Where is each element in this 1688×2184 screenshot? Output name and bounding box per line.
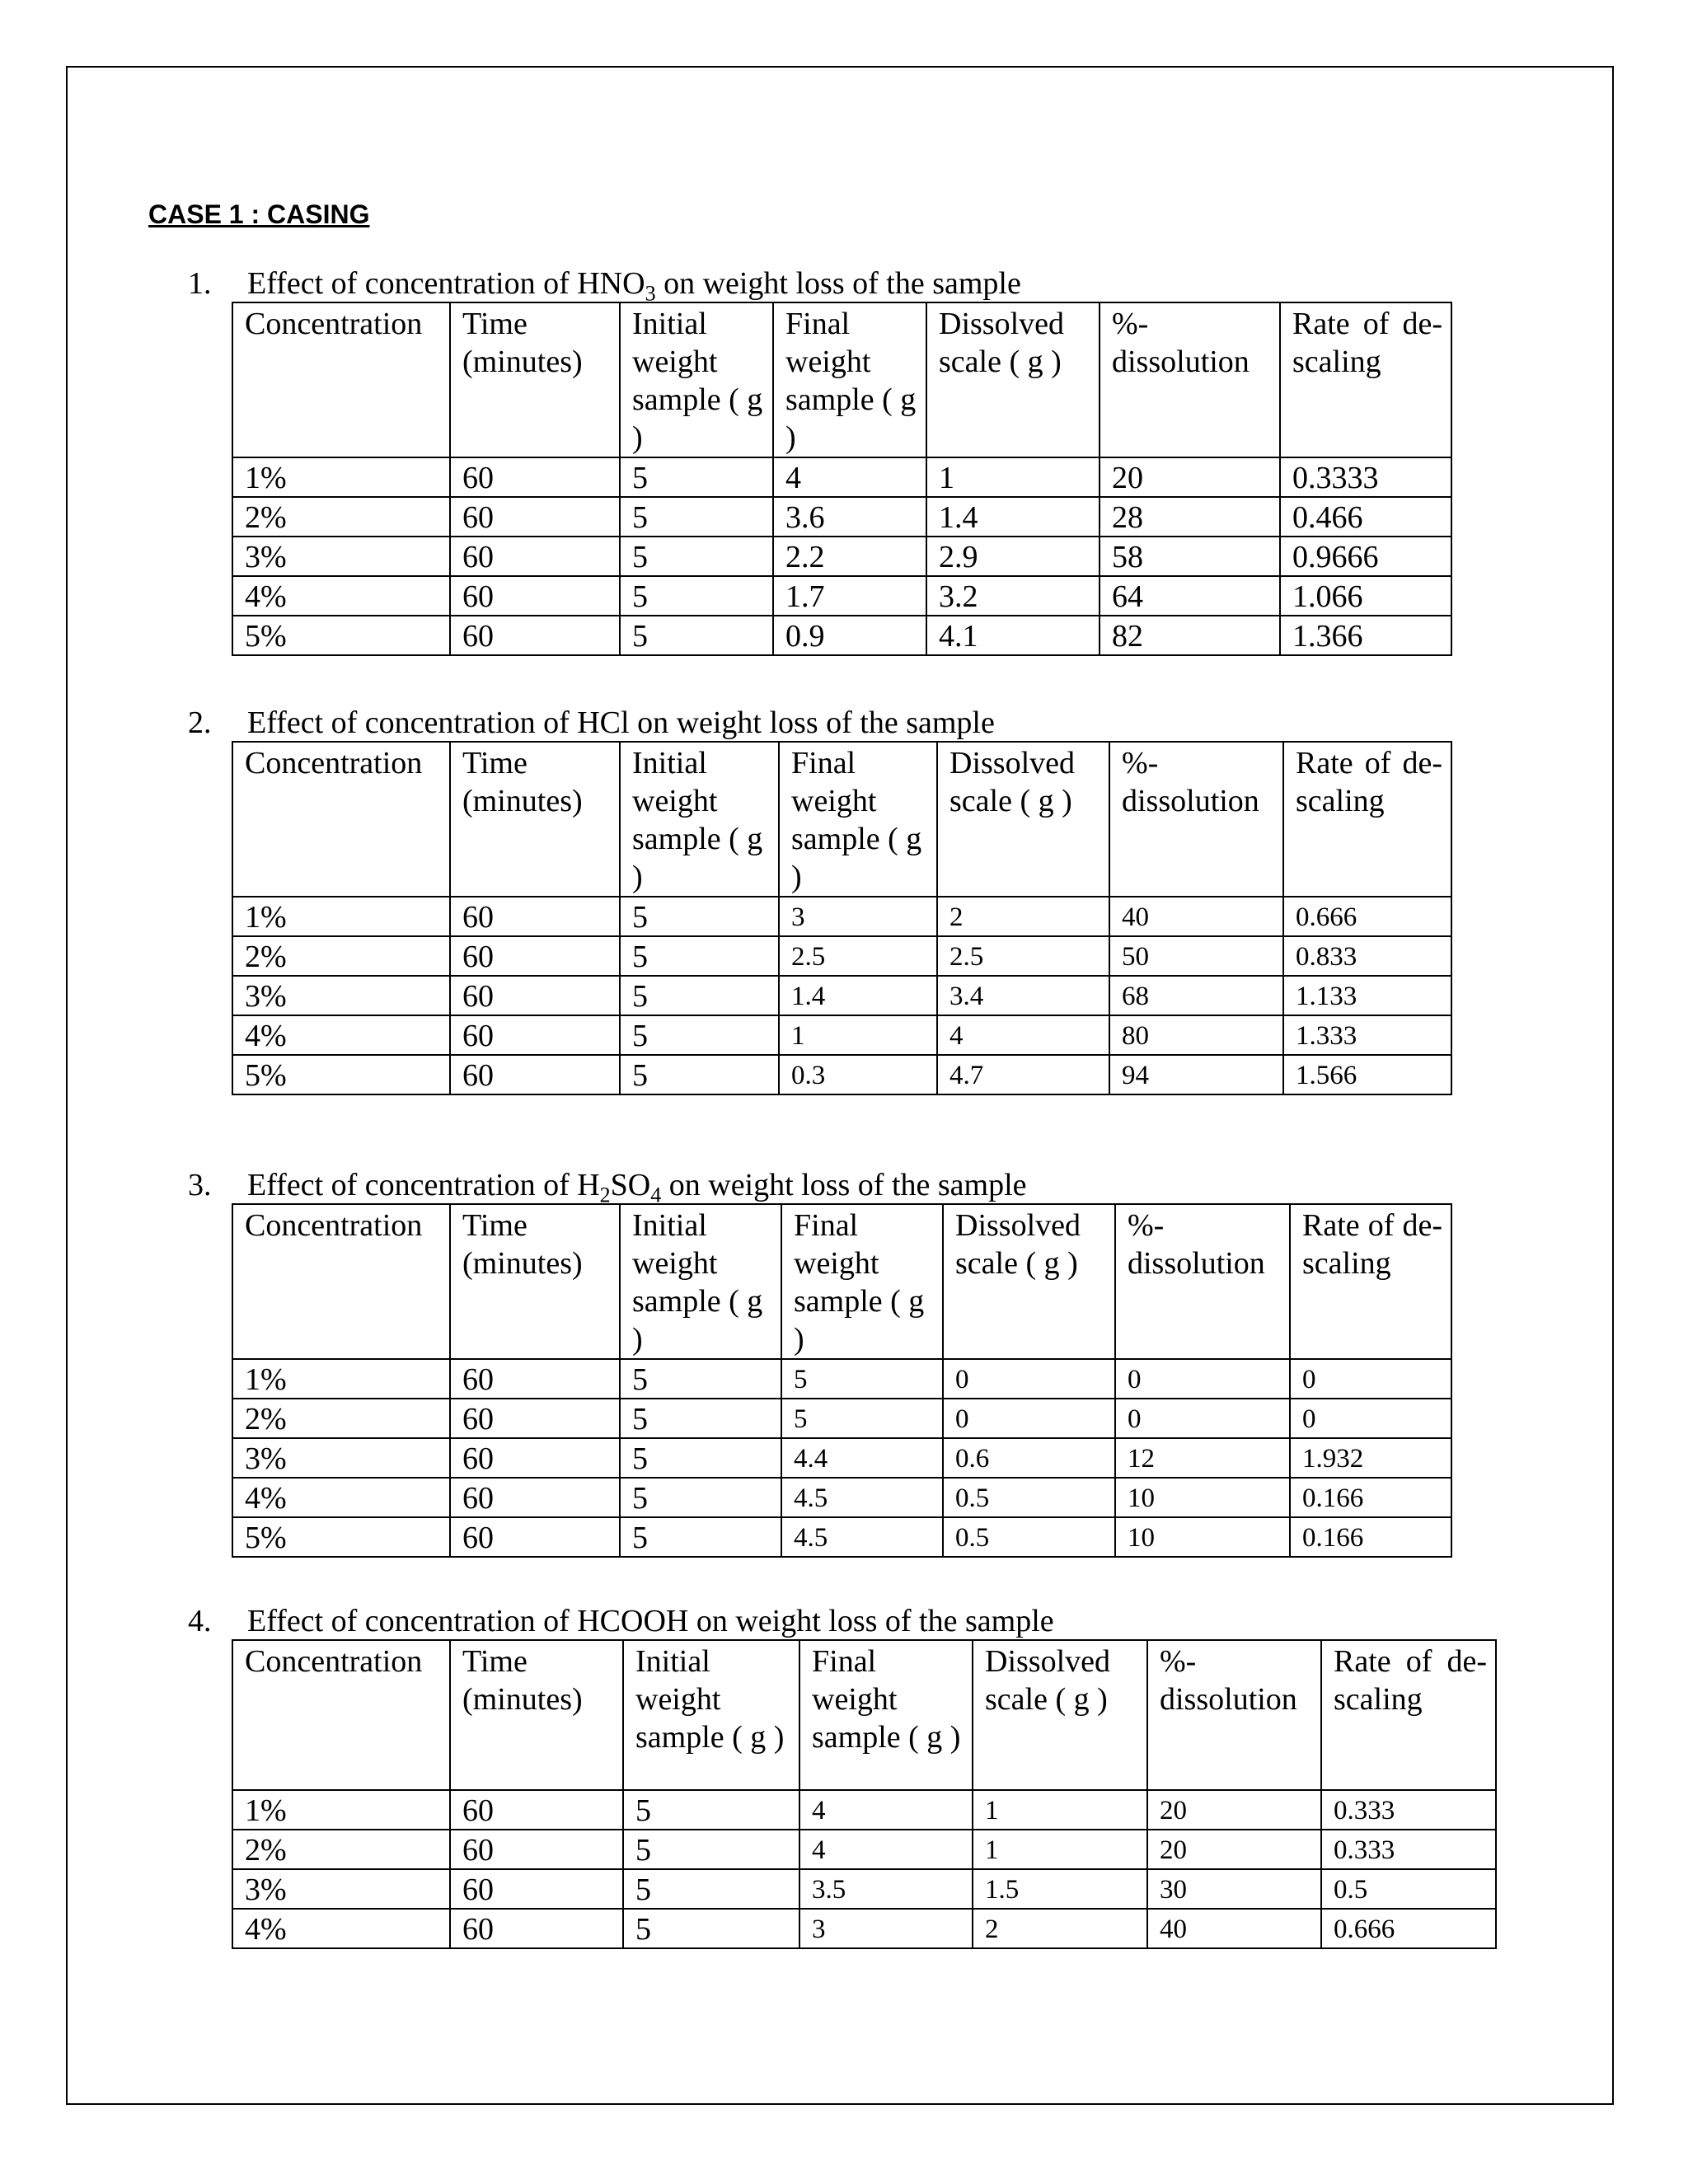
cell-dissolved-scale: 4.1 xyxy=(926,616,1100,655)
section-number: 2. xyxy=(188,705,212,740)
data-table xyxy=(232,1639,1497,1949)
header-concentration: Concentration xyxy=(232,1204,450,1359)
cell-final-weight: 3 xyxy=(799,1909,973,1948)
cell-percent-dissolution: 40 xyxy=(1147,1909,1321,1948)
cell-percent-dissolution: 20 xyxy=(1147,1830,1321,1869)
cell-final-weight: 4 xyxy=(799,1790,973,1830)
cell-time: 60 xyxy=(450,1790,623,1830)
cell-time: 60 xyxy=(450,537,620,576)
table-header-row xyxy=(232,1640,1496,1790)
header-initial-weight: Initial weight sample ( g ) xyxy=(620,302,773,457)
cell-time: 60 xyxy=(450,1869,623,1909)
cell-time: 60 xyxy=(450,936,620,976)
table-body xyxy=(232,1359,1451,1557)
section-title: Effect of concentration of $H_2SO_4$ on weight loss of the sample xyxy=(247,1168,1027,1207)
cell-final-weight: 1.4 xyxy=(779,976,937,1015)
cell-concentration: 1% xyxy=(232,1790,450,1830)
cell-final-weight: 0.3 xyxy=(779,1055,937,1094)
header-percent-dissolution: %-dissolution xyxy=(1115,1204,1290,1359)
cell-concentration: 4% xyxy=(232,1015,450,1055)
cell-percent-dissolution: 80 xyxy=(1109,1015,1283,1055)
header-time: Time (minutes) xyxy=(450,1204,620,1359)
table-row xyxy=(232,897,1451,936)
cell-initial-weight: 5 xyxy=(620,1359,781,1399)
header-initial-weight: Initial weight sample ( g ) xyxy=(620,742,779,897)
section-number: 1. xyxy=(188,266,212,301)
table-row xyxy=(232,1399,1451,1438)
cell-initial-weight: 5 xyxy=(620,1399,781,1438)
table-body xyxy=(232,897,1451,1094)
cell-concentration: 1% xyxy=(232,897,450,936)
header-dissolved-scale: Dissolved scale ( g ) xyxy=(943,1204,1115,1359)
cell-rate-of-descaling: 1.932 xyxy=(1290,1438,1451,1478)
cell-time: 60 xyxy=(450,1517,620,1557)
table-row xyxy=(232,576,1451,616)
cell-final-weight: 3.5 xyxy=(799,1869,973,1909)
table-row xyxy=(232,976,1451,1015)
header-final-weight: Final weight sample ( g ) xyxy=(779,742,937,897)
cell-time: 60 xyxy=(450,1359,620,1399)
header-final-weight: Final weight sample ( g ) xyxy=(799,1640,973,1790)
header-concentration: Concentration xyxy=(232,1640,450,1790)
header-rate-of-descaling: Rate of de-scaling xyxy=(1321,1640,1496,1790)
cell-percent-dissolution: 58 xyxy=(1100,537,1280,576)
cell-final-weight: 4.4 xyxy=(781,1438,943,1478)
cell-time: 60 xyxy=(450,616,620,655)
header-rate-of-descaling: Rate of de-scaling xyxy=(1290,1204,1451,1359)
cell-final-weight: 4.5 xyxy=(781,1517,943,1557)
cell-rate-of-descaling: 0.333 xyxy=(1321,1790,1496,1830)
cell-dissolved-scale: 2.9 xyxy=(926,537,1100,576)
cell-rate-of-descaling: 0.3333 xyxy=(1280,457,1451,497)
cell-initial-weight: 5 xyxy=(620,537,773,576)
cell-time: 60 xyxy=(450,1830,623,1869)
cell-percent-dissolution: 30 xyxy=(1147,1869,1321,1909)
header-dissolved-scale: Dissolved scale ( g ) xyxy=(926,302,1100,457)
header-percent-dissolution: %-dissolution xyxy=(1109,742,1283,897)
cell-rate-of-descaling: 0.333 xyxy=(1321,1830,1496,1869)
cell-initial-weight: 5 xyxy=(620,976,779,1015)
cell-dissolved-scale: 2 xyxy=(973,1909,1147,1948)
cell-final-weight: 1.7 xyxy=(773,576,926,616)
cell-initial-weight: 5 xyxy=(620,897,779,936)
cell-time: 60 xyxy=(450,457,620,497)
table-row xyxy=(232,1517,1451,1557)
header-concentration: Concentration xyxy=(232,742,450,897)
header-time: Time (minutes) xyxy=(450,1640,623,1790)
table-row xyxy=(232,537,1451,576)
cell-dissolved-scale: 0 xyxy=(943,1359,1115,1399)
cell-time: 60 xyxy=(450,1055,620,1094)
section-title: Effect of concentration of $HNO_3$ on weight loss of the sample xyxy=(247,266,1021,306)
cell-rate-of-descaling: 1.333 xyxy=(1283,1015,1451,1055)
table-body xyxy=(232,457,1451,655)
cell-dissolved-scale: 1 xyxy=(926,457,1100,497)
cell-concentration: 3% xyxy=(232,537,450,576)
cell-rate-of-descaling: 0.833 xyxy=(1283,936,1451,976)
section-hcl xyxy=(188,705,1442,1095)
cell-rate-of-descaling: 0.5 xyxy=(1321,1869,1496,1909)
cell-final-weight: 4 xyxy=(799,1830,973,1869)
cell-rate-of-descaling: 0.9666 xyxy=(1280,537,1451,576)
table-row xyxy=(232,497,1451,537)
table-body xyxy=(232,1790,1496,1948)
cell-percent-dissolution: 94 xyxy=(1109,1055,1283,1094)
cell-concentration: 4% xyxy=(232,1909,450,1948)
cell-rate-of-descaling: 0 xyxy=(1290,1399,1451,1438)
cell-initial-weight: 5 xyxy=(620,576,773,616)
cell-initial-weight: 5 xyxy=(623,1790,799,1830)
cell-dissolved-scale: 3.2 xyxy=(926,576,1100,616)
cell-initial-weight: 5 xyxy=(620,616,773,655)
cell-percent-dissolution: 10 xyxy=(1115,1517,1290,1557)
cell-final-weight: 4 xyxy=(773,457,926,497)
section-hno3 xyxy=(188,265,1442,656)
cell-percent-dissolution: 20 xyxy=(1147,1790,1321,1830)
cell-percent-dissolution: 10 xyxy=(1115,1478,1290,1517)
cell-dissolved-scale: 0.5 xyxy=(943,1478,1115,1517)
cell-final-weight: 3.6 xyxy=(773,497,926,537)
cell-initial-weight: 5 xyxy=(620,1015,779,1055)
cell-concentration: 5% xyxy=(232,1055,450,1094)
header-initial-weight: Initial weight sample ( g ) xyxy=(620,1204,781,1359)
cell-concentration: 5% xyxy=(232,616,450,655)
table-row xyxy=(232,1830,1496,1869)
cell-rate-of-descaling: 0 xyxy=(1290,1359,1451,1399)
cell-dissolved-scale: 2.5 xyxy=(937,936,1109,976)
cell-rate-of-descaling: 1.066 xyxy=(1280,576,1451,616)
table-header-row xyxy=(232,742,1451,897)
header-concentration: Concentration xyxy=(232,302,450,457)
cell-time: 60 xyxy=(450,1909,623,1948)
table-row xyxy=(232,936,1451,976)
section-heading xyxy=(188,1603,1453,1639)
cell-initial-weight: 5 xyxy=(620,1517,781,1557)
cell-concentration: 4% xyxy=(232,576,450,616)
table-row xyxy=(232,1478,1451,1517)
cell-initial-weight: 5 xyxy=(623,1830,799,1869)
table-row xyxy=(232,1359,1451,1399)
header-final-weight: Final weight sample ( g ) xyxy=(773,302,926,457)
header-time: Time (minutes) xyxy=(450,742,620,897)
cell-percent-dissolution: 82 xyxy=(1100,616,1280,655)
header-rate-of-descaling: Rate of de-scaling xyxy=(1280,302,1451,457)
section-heading xyxy=(188,705,1409,741)
cell-time: 60 xyxy=(450,1015,620,1055)
cell-final-weight: 2.2 xyxy=(773,537,926,576)
header-time: Time (minutes) xyxy=(450,302,620,457)
cell-percent-dissolution: 12 xyxy=(1115,1438,1290,1478)
table-row xyxy=(232,457,1451,497)
header-initial-weight: Initial weight sample ( g ) xyxy=(623,1640,799,1790)
cell-final-weight: 1 xyxy=(779,1015,937,1055)
cell-dissolved-scale: 3.4 xyxy=(937,976,1109,1015)
cell-dissolved-scale: 1.5 xyxy=(973,1869,1147,1909)
cell-initial-weight: 5 xyxy=(620,1055,779,1094)
data-table xyxy=(232,741,1452,1095)
cell-concentration: 1% xyxy=(232,1359,450,1399)
data-table xyxy=(232,1203,1452,1558)
cell-time: 60 xyxy=(450,1399,620,1438)
cell-dissolved-scale: 0 xyxy=(943,1399,1115,1438)
table-header-row xyxy=(232,302,1451,457)
section-title: Effect of concentration of HCl on weight loss of the sample xyxy=(247,705,995,740)
header-dissolved-scale: Dissolved scale ( g ) xyxy=(973,1640,1147,1790)
cell-dissolved-scale: 0.5 xyxy=(943,1517,1115,1557)
cell-final-weight: 0.9 xyxy=(773,616,926,655)
cell-initial-weight: 5 xyxy=(620,457,773,497)
table-row xyxy=(232,1015,1451,1055)
table-row xyxy=(232,1438,1451,1478)
cell-concentration: 1% xyxy=(232,457,450,497)
cell-concentration: 4% xyxy=(232,1478,450,1517)
table-row xyxy=(232,1790,1496,1830)
cell-time: 60 xyxy=(450,576,620,616)
cell-percent-dissolution: 28 xyxy=(1100,497,1280,537)
cell-final-weight: 3 xyxy=(779,897,937,936)
cell-initial-weight: 5 xyxy=(623,1909,799,1948)
cell-time: 60 xyxy=(450,897,620,936)
cell-rate-of-descaling: 0.666 xyxy=(1283,897,1451,936)
cell-final-weight: 5 xyxy=(781,1399,943,1438)
section-heading xyxy=(188,265,1409,306)
cell-dissolved-scale: 1.4 xyxy=(926,497,1100,537)
cell-percent-dissolution: 50 xyxy=(1109,936,1283,976)
cell-percent-dissolution: 0 xyxy=(1115,1399,1290,1438)
cell-concentration: 2% xyxy=(232,1399,450,1438)
cell-time: 60 xyxy=(450,1438,620,1478)
section-number: 4. xyxy=(188,1604,212,1638)
table-row xyxy=(232,1869,1496,1909)
cell-concentration: 3% xyxy=(232,1438,450,1478)
cell-concentration: 2% xyxy=(232,497,450,537)
cell-concentration: 2% xyxy=(232,936,450,976)
header-final-weight: Final weight sample ( g ) xyxy=(781,1204,943,1359)
case-title: CASE 1 : CASING xyxy=(148,199,370,229)
cell-dissolved-scale: 2 xyxy=(937,897,1109,936)
data-table xyxy=(232,302,1452,656)
cell-concentration: 3% xyxy=(232,976,450,1015)
cell-final-weight: 2.5 xyxy=(779,936,937,976)
section-title: Effect of concentration of HCOOH on weight loss of the sample xyxy=(247,1604,1054,1638)
cell-rate-of-descaling: 0.166 xyxy=(1290,1478,1451,1517)
cell-rate-of-descaling: 1.133 xyxy=(1283,976,1451,1015)
cell-time: 60 xyxy=(450,976,620,1015)
header-percent-dissolution: %-dissolution xyxy=(1147,1640,1321,1790)
cell-percent-dissolution: 40 xyxy=(1109,897,1283,936)
cell-rate-of-descaling: 0.666 xyxy=(1321,1909,1496,1948)
cell-percent-dissolution: 20 xyxy=(1100,457,1280,497)
section-heading xyxy=(188,1167,1409,1207)
table-row xyxy=(232,616,1451,655)
cell-rate-of-descaling: 0.166 xyxy=(1290,1517,1451,1557)
cell-final-weight: 5 xyxy=(781,1359,943,1399)
cell-rate-of-descaling: 1.366 xyxy=(1280,616,1451,655)
cell-concentration: 3% xyxy=(232,1869,450,1909)
cell-concentration: 2% xyxy=(232,1830,450,1869)
table-header-row xyxy=(232,1204,1451,1359)
cell-initial-weight: 5 xyxy=(620,1438,781,1478)
cell-percent-dissolution: 68 xyxy=(1109,976,1283,1015)
cell-initial-weight: 5 xyxy=(620,1478,781,1517)
header-dissolved-scale: Dissolved scale ( g ) xyxy=(937,742,1109,897)
cell-rate-of-descaling: 1.566 xyxy=(1283,1055,1451,1094)
cell-final-weight: 4.5 xyxy=(781,1478,943,1517)
cell-dissolved-scale: 4.7 xyxy=(937,1055,1109,1094)
cell-initial-weight: 5 xyxy=(623,1869,799,1909)
header-rate-of-descaling: Rate of de-scaling xyxy=(1283,742,1451,897)
cell-dissolved-scale: 1 xyxy=(973,1830,1147,1869)
section-number: 3. xyxy=(188,1168,212,1202)
section-hcooh xyxy=(188,1603,1487,1949)
cell-percent-dissolution: 0 xyxy=(1115,1359,1290,1399)
cell-concentration: 5% xyxy=(232,1517,450,1557)
table-row xyxy=(232,1909,1496,1948)
cell-time: 60 xyxy=(450,1478,620,1517)
cell-dissolved-scale: 1 xyxy=(973,1790,1147,1830)
header-percent-dissolution: %-dissolution xyxy=(1100,302,1280,457)
cell-percent-dissolution: 64 xyxy=(1100,576,1280,616)
cell-initial-weight: 5 xyxy=(620,497,773,537)
cell-rate-of-descaling: 0.466 xyxy=(1280,497,1451,537)
cell-time: 60 xyxy=(450,497,620,537)
cell-dissolved-scale: 0.6 xyxy=(943,1438,1115,1478)
section-h2so4 xyxy=(188,1167,1442,1558)
table-row xyxy=(232,1055,1451,1094)
cell-initial-weight: 5 xyxy=(620,936,779,976)
cell-dissolved-scale: 4 xyxy=(937,1015,1109,1055)
